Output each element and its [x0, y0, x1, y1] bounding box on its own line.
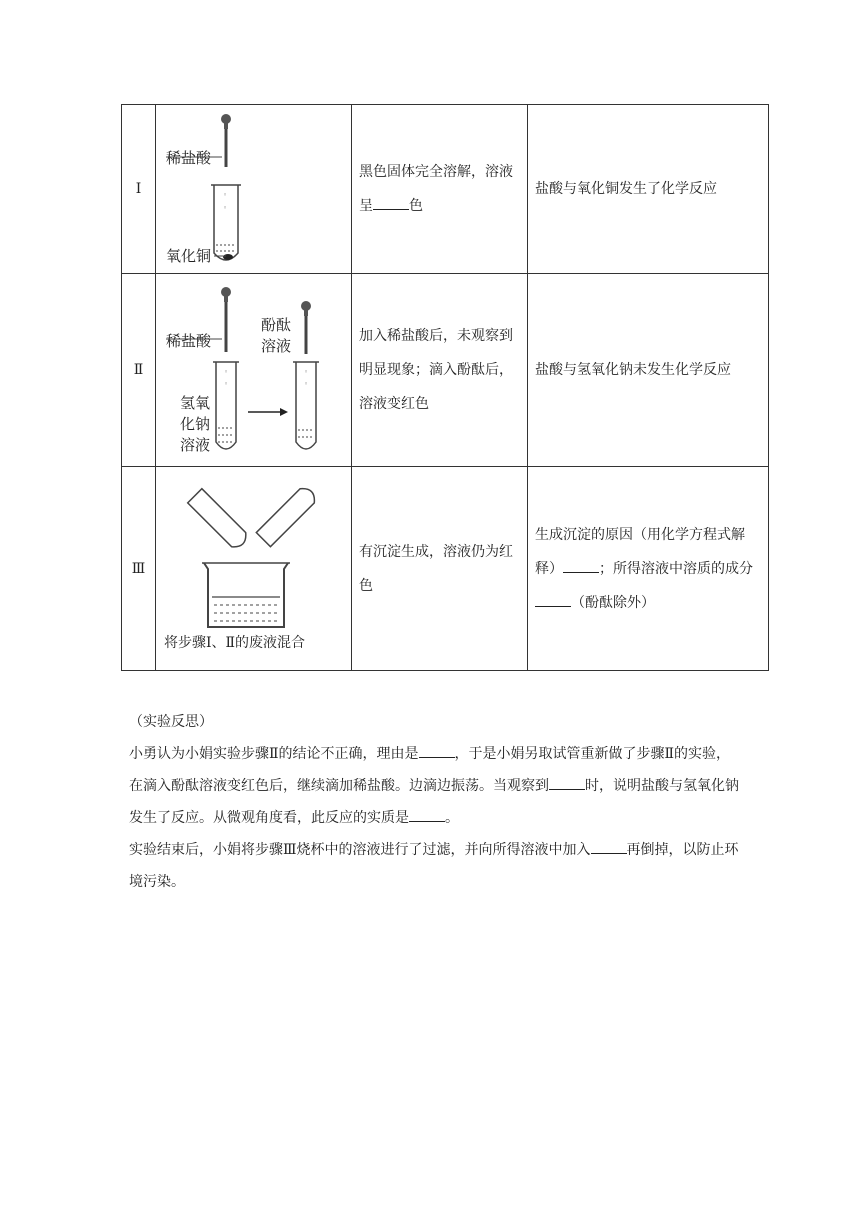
label-solution: 溶液 — [261, 337, 292, 355]
table-row — [122, 105, 769, 274]
label-hcl: 稀盐酸 — [166, 149, 212, 167]
reflection-paragraph-1: 小勇认为小娟实验步骤Ⅱ的结论不正确，理由是 ，于是小娟另取试管重新做了步骤Ⅱ的实验，在滴入酚酞溶液变红色后，继续滴加稀盐酸。边滴边振荡。当观察到 时，说明盐酸与氢氧化钠发生了反应。从微观角度看，此反应的实质是 。 — [129, 738, 739, 834]
table-row — [122, 467, 769, 671]
figure-cell — [156, 274, 352, 467]
answer-blank[interactable] — [409, 807, 445, 822]
step-number: Ⅰ — [122, 105, 156, 274]
test-tube-figure-1 — [156, 105, 351, 273]
label-phenolphthalein: 酚酞 — [261, 316, 292, 334]
answer-blank[interactable] — [563, 558, 599, 573]
answer-blank[interactable] — [373, 195, 409, 210]
figure-caption: 将步骤Ⅰ、Ⅱ的废液混合 — [164, 635, 306, 651]
label-naoh-3: 溶液 — [180, 436, 211, 454]
reflection-paragraph-2: 实验结束后，小娟将步骤Ⅲ烧杯中的溶液进行了过滤，并向所得溶液中加入 再倒掉，以防止环境污染。 — [129, 834, 739, 898]
figure-cell — [156, 467, 352, 671]
step-number: Ⅲ — [122, 467, 156, 671]
answer-blank[interactable] — [549, 775, 585, 790]
observation-cell: 有沉淀生成，溶液仍为红色 — [352, 467, 528, 671]
label-hcl: 稀盐酸 — [166, 332, 212, 350]
observation-cell: 黑色固体完全溶解，溶液呈 色 — [352, 105, 528, 274]
conclusion-cell: 生成沉淀的原因（用化学方程式解释） ；所得溶液中溶质的成分（酚酞除外） — [528, 467, 769, 671]
reflection-heading: （实验反思） — [129, 714, 213, 730]
answer-blank[interactable] — [419, 743, 455, 758]
svg-text:◦: ◦ — [224, 380, 229, 388]
answer-blank[interactable] — [591, 839, 627, 854]
conclusion-cell: 盐酸与氢氧化钠未发生化学反应 — [528, 274, 769, 467]
experiment-table — [121, 104, 769, 671]
label-naoh-2: 化钠 — [180, 415, 211, 433]
label-cuo: 氧化铜 — [166, 247, 212, 265]
table-row — [122, 274, 769, 467]
svg-text:◦: ◦ — [223, 191, 228, 199]
svg-text:◦: ◦ — [223, 204, 228, 212]
figure-cell — [156, 105, 352, 274]
step-number: Ⅱ — [122, 274, 156, 467]
svg-text:◦: ◦ — [224, 368, 229, 376]
test-tube-figure-2 — [156, 274, 351, 466]
label-naoh-1: 氢氧 — [180, 394, 211, 412]
answer-blank[interactable] — [535, 592, 571, 607]
observation-cell: 加入稀盐酸后，未观察到明显现象；滴入酚酞后，溶液变红色 — [352, 274, 528, 467]
svg-text:◦: ◦ — [304, 368, 309, 376]
svg-text:◦: ◦ — [304, 380, 309, 388]
conclusion-cell: 盐酸与氧化铜发生了化学反应 — [528, 105, 769, 274]
beaker-figure — [156, 477, 351, 637]
reflection-section — [129, 706, 739, 898]
